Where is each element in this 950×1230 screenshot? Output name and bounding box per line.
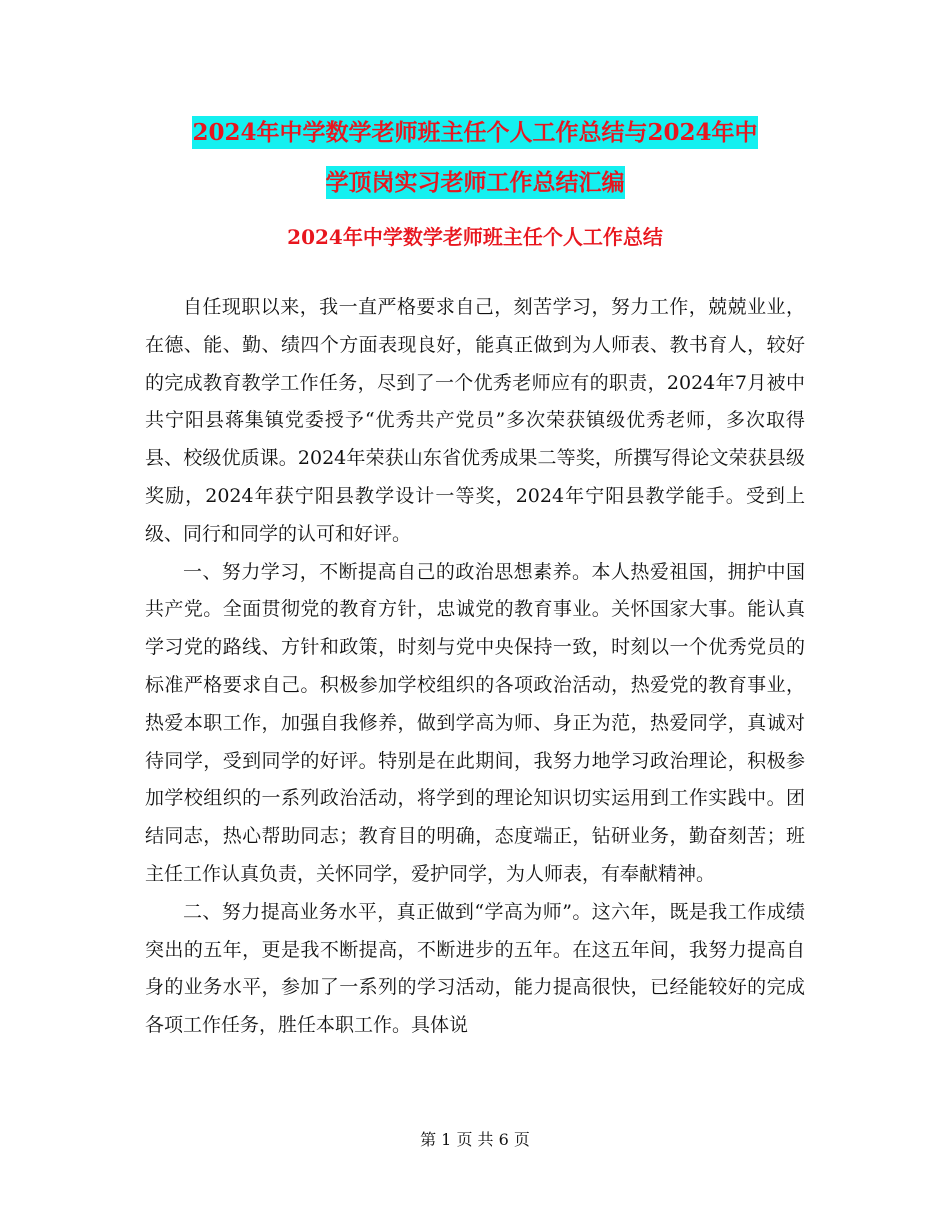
- section-title: 2024年中学数学老师班主任个人工作总结: [287, 225, 663, 249]
- paragraph-intro: 自任现职以来，我一直严格要求自己，刻苦学习，努力工作，兢兢业业，在德、能、勤、绩四个方面表现良好，能真正做到为人师表、教书育人，较好的完成教育教学工作任务，尽到了一个优秀老师应有的职责，2024年7月被中共宁阳县蒋集镇党委授予“优秀共产党员”多次荣获镇级优秀老师，多次取得县、校级优质课。2024年荣获山东省优秀成果二等奖，所撰写得论文荣获县级奖励，2024年获宁阳县教学设计一等奖，2024年宁阳县教学能手。受到上级、同行和同学的认可和好评。: [145, 296, 805, 545]
- document-title-line-2: 学顶岗实习老师工作总结汇编: [326, 166, 625, 199]
- document-title: [0, 108, 950, 208]
- paragraph-political: 一、努力学习，不断提高自己的政治思想素养。本人热爱祖国，拥护中国共产党。全面贯彻党的教育方针，忠诚党的教育事业。关怀国家大事。能认真学习党的路线、方针和政策，时刻与党中央保持一致，时刻以一个优秀党员的标准严格要求自己。积极参加学校组织的各项政治活动，热爱党的教育事业，热爱本职工作，加强自我修养，做到学高为师、身正为范，热爱同学，真诚对待同学，受到同学的好评。特别是在此期间，我努力地学习政治理论，积极参加学校组织的一系列政治活动，将学到的理论知识切实运用到工作实践中。团结同志，热心帮助同志；教育目的明确，态度端正，钻研业务，勤奋刻苦；班主任工作认真负责，关怀同学，爱护同学，为人师表，有奉献精神。: [145, 560, 805, 885]
- document-title-line-1: 2024年中学数学老师班主任个人工作总结与2024年中: [192, 116, 757, 149]
- page-footer: 第 1 页 共 6 页: [420, 1130, 530, 1149]
- paragraph-professional: 二、努力提高业务水平，真正做到“学高为师”。这六年，既是我工作成绩突出的五年，更是我不断提高，不断进步的五年。在这五年间，我努力提高自身的业务水平，参加了一系列的学习活动，能力提高很快，已经能较好的完成各项工作任务，胜任本职工作。具体说: [145, 900, 805, 1037]
- document-body: [145, 289, 805, 1045]
